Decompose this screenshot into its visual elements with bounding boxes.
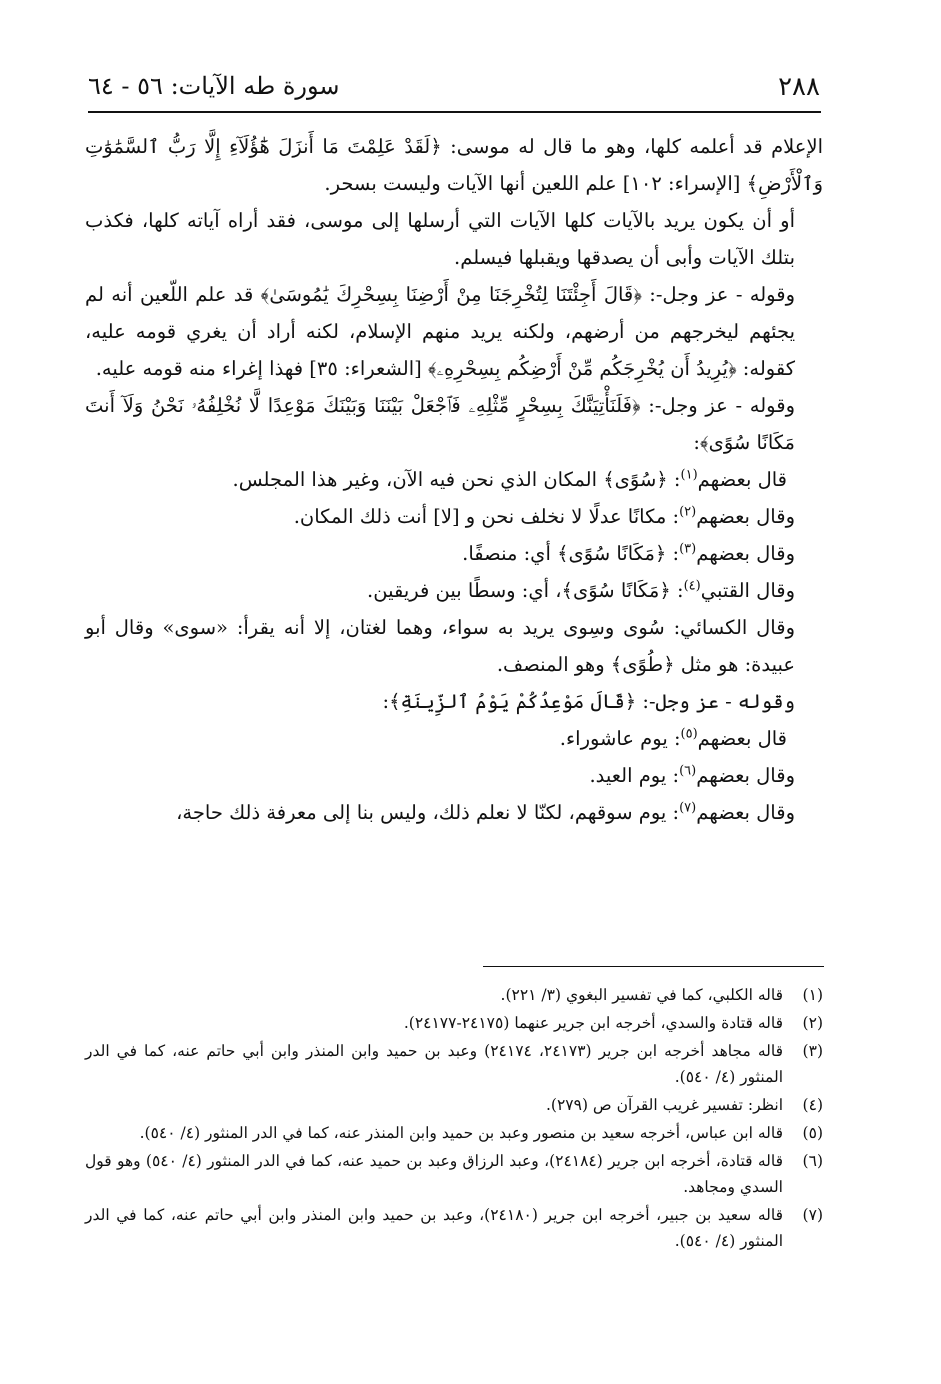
saying-line: وقال بعضهم$^{(٢)}$: مكانًا عدلًا لا نخلف نحن و [لا] أنت ذلك المكان. xyxy=(293,504,795,528)
footnote-number: (٥) xyxy=(802,1124,823,1142)
footnote-number: (٣) xyxy=(802,1042,823,1060)
footnote: (٢) قاله قتادة والسدي، أخرجه ابن جرير عنهما (٢٤١٧٥-٢٤١٧٧). xyxy=(85,1010,823,1036)
footnote-separator xyxy=(483,966,824,967)
saying-line: وقال القتبي$^{(٤)}$: ﴿مَكَانًا سُوًى﴾، أي: وسطًا بين فريقين. xyxy=(367,578,795,602)
saying-line: وقال بعضهم$^{(٣)}$: ﴿مَكَانًا سُوًى﴾ أي: منصفًا. xyxy=(462,541,795,565)
paragraph: وقوله - عز وجل-: ﴿فَلَنَأْتِيَنَّكَ بِسِحْرٍ مِّثْلِهِۦ فَٱجْعَلْ بَيْنَنَا وَبَيْنَكَ مَوْعِدًا لَّا نُخْلِفُهُۥ نَحْنُ وَلَآ أَنتَ مَكَانًا سُوًى﴾: xyxy=(85,394,795,454)
footnote: (٥) قاله ابن عباس، أخرجه سعيد بن منصور وعبد بن حميد وابن المنذر عنه، كما في الدر المنثور (٤/ ٥٤٠). xyxy=(85,1120,823,1146)
paragraph: وقال الكسائي: سُوى وسِوى يريد به سواء، وهما لغتان، إلا أنه يقرأ: «سوى» وقال أبو عبيدة: هو مثل ﴿طُوًى﴾ وهو المنصف. xyxy=(85,616,795,676)
footnote-number: (١) xyxy=(802,986,823,1004)
footnote-ref: (٢) xyxy=(679,504,697,520)
saying-line: قال بعضهم$^{(١)}$: ﴿سُوًى﴾ المكان الذي نحن فيه الآن، وغير هذا المجلس. xyxy=(232,467,787,491)
paragraph: أو أن يكون يريد بالآيات كلها الآيات التي أرسلها إلى موسى، فقد أراه آياته كلها، فكذب بتلك الآيات وأبى أن يصدقها ويقبلها فيسلم. xyxy=(85,209,795,269)
footnote-number: (٢) xyxy=(802,1014,823,1032)
footnote-ref: (٣) xyxy=(679,541,697,557)
page-number: ٢٨٨ xyxy=(778,72,820,102)
running-title: سورة طه الآيات: ٥٦ - ٦٤ xyxy=(88,72,340,100)
footnotes xyxy=(85,982,823,1256)
footnote: (٦) قاله قتادة، أخرجه ابن جرير (٢٤١٨٤)، وعبد الرزاق وعبد بن حميد عنه، كما في الدر المنثور (٤/ ٥٤٠) وهو قول السدي ومجاهد. xyxy=(85,1148,823,1200)
saying-line: وقال بعضهم$^{(٧)}$: يوم سوقهم، لكنّا لا نعلم ذلك، وليس بنا إلى معرفة ذلك حاجة، xyxy=(176,800,795,824)
footnote: (١) قاله الكلبي، كما في تفسير البغوي (٣/ ٢٢١). xyxy=(85,982,823,1008)
footnote-number: (٧) xyxy=(802,1206,823,1224)
header-rule xyxy=(88,111,821,113)
footnote-ref: (٦) xyxy=(679,763,697,779)
footnote-ref: (١) xyxy=(680,467,698,483)
footnote-ref: (٤) xyxy=(683,578,701,594)
footnote-ref: (٥) xyxy=(680,726,698,742)
footnote-ref: (٧) xyxy=(679,800,697,816)
footnote-number: (٦) xyxy=(802,1152,823,1170)
page-header xyxy=(88,70,820,110)
paragraph: وقوله - عز وجل-: ﴿قَالَ مَوْعِدُكُمْ يَوْمُ ٱلزِّينَةِ﴾: xyxy=(382,690,795,713)
paragraph: الإعلام قد أعلمه كلها، وهو ما قال له موسى: ﴿لَقَدْ عَلِمْتَ مَا أَنزَلَ هَٰٓؤُلَآءِ إِلَّا رَبُّ ٱلسَّمَٰوَٰتِ وَٱلْأَرْضِ﴾ [الإسراء: ١٠٢] علم اللعين أنها الآيات وليست بسحر. xyxy=(85,135,823,195)
paragraph: وقوله - عز وجل-: ﴿قَالَ أَجِئْتَنَا لِتُخْرِجَنَا مِنْ أَرْضِنَا بِسِحْرِكَ يَٰمُوسَىٰ﴾ قد علم اللّعين أنه لم يجئهم ليخرجهم من أرضهم، ولكنه يريد منهم الإسلام، لكنه أراد أن يغري قومه عليه، كقوله: ﴿يُرِيدُ أَن يُخْرِجَكُم مِّنْ أَرْضِكُم بِسِحْرِهِۦ﴾ [الشعراء: ٣٥] فهذا إغراء منه قومه عليه. xyxy=(85,283,795,380)
footnote: (٧) قاله سعيد بن جبير، أخرجه ابن جرير (٢٤١٨٠)، وعبد بن حميد وابن المنذر وابن أبي حاتم عنه، كما في الدر المنثور (٤/ ٥٤٠). xyxy=(85,1202,823,1254)
saying-line: وقال بعضهم$^{(٦)}$: يوم العيد. xyxy=(589,763,795,787)
footnote: (٣) قاله مجاهد أخرجه ابن جرير (٢٤١٧٣، ٢٤١٧٤) وعبد بن حميد وابن المنذر وابن أبي حاتم عنه، كما في الدر المنثور (٤/ ٥٤٠). xyxy=(85,1038,823,1090)
footnote: (٤) انظر: تفسير غريب القرآن ص (٢٧٩). xyxy=(85,1092,823,1118)
footnote-number: (٤) xyxy=(802,1096,823,1114)
main-text xyxy=(85,128,823,831)
saying-line: قال بعضهم$^{(٥)}$: يوم عاشوراء. xyxy=(559,726,787,750)
